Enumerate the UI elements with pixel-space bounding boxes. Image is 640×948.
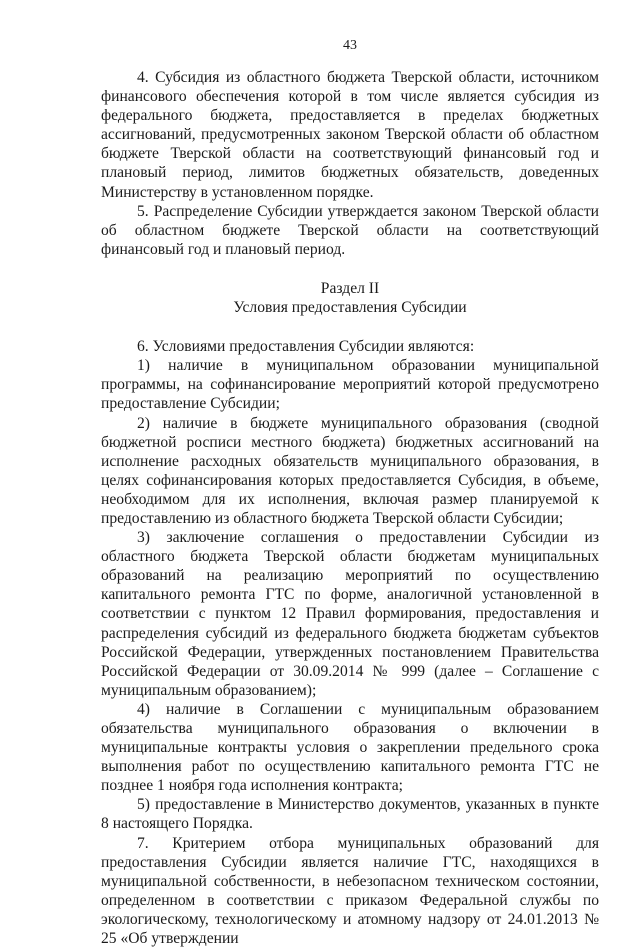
- document-body: [101, 68, 599, 948]
- condition-3: 3) заключение соглашения о предоставлении Субсидии из областного бюджета Тверской области бюджетам муниципальных образований на реализацию мероприятий по осуществлению капитального ремонта ГТС по форме, аналогичной установленной в соответствии с пунктом 12 Правил формирования, предоставления и распределения субсидий из федерального бюджета бюджетам субъектов Российской Федерации, утвержденных постановлением Правительства Российской Федерации от 30.09.2014 № 999 (далее – Соглашение с муниципальным образованием);: [101, 529, 599, 699]
- condition-1: 1) наличие в муниципальном образовании муниципальной программы, на софинансирование мероприятий которой предусмотрено предоставление Субсидии;: [101, 357, 599, 413]
- paragraph-6: 6. Условиями предоставления Субсидии являются:: [137, 338, 475, 356]
- condition-2: 2) наличие в бюджете муниципального образования (сводной бюджетной росписи местного бюджета) бюджетных ассигнований на исполнение расходных обязательств муниципального образования, в целях софинансирования которых предоставляется Субсидия, в объеме, необходимом для их исполнения, включая размер планируемой к предоставлению из областного бюджета Тверской области Субсидии;: [101, 414, 599, 527]
- section-number: Раздел II: [320, 279, 380, 297]
- paragraph-7: 7. Критерием отбора муниципальных образований для предоставления Субсидии является наличие ГТС, находящихся в муниципальной собственности, в небезопасном техническом состоянии, определенном в соответствии с приказом Федеральной службы по экологическому, технологическому и атомному надзору от 24.01.2013 № 25 «Об утверждении: [101, 834, 599, 948]
- page-number: 43: [343, 38, 357, 53]
- condition-4: 4) наличие в Соглашении с муниципальным образованием обязательства муниципального образования о включении в муниципальные контракты условия о закреплении предельного срока выполнения работ по осуществлению капитального ремонта ГТС не позднее 1 ноября года исполнения контракта;: [101, 700, 599, 795]
- section-heading: [101, 279, 599, 317]
- paragraph-5: 5. Распределение Субсидии утверждается законом Тверской области об областном бюджете Тверской области на соответствующий финансовый год и плановый период.: [101, 202, 599, 258]
- paragraph-4: 4. Субсидия из областного бюджета Тверской области, источником финансового обеспечения которой в том числе является субсидия из федерального бюджета, предоставляется в пределах бюджетных ассигнований, предусмотренных законом Тверской области об областном бюджете Тверской области на соответствующий финансовый год и плановый период, лимитов бюджетных обязательств, доведенных Министерству в установленном порядке.: [101, 69, 599, 201]
- condition-5: 5) предоставление в Министерство документов, указанных в пункте 8 настоящего Порядка.: [101, 796, 599, 833]
- section-title: Условия предоставления Субсидии: [233, 299, 467, 317]
